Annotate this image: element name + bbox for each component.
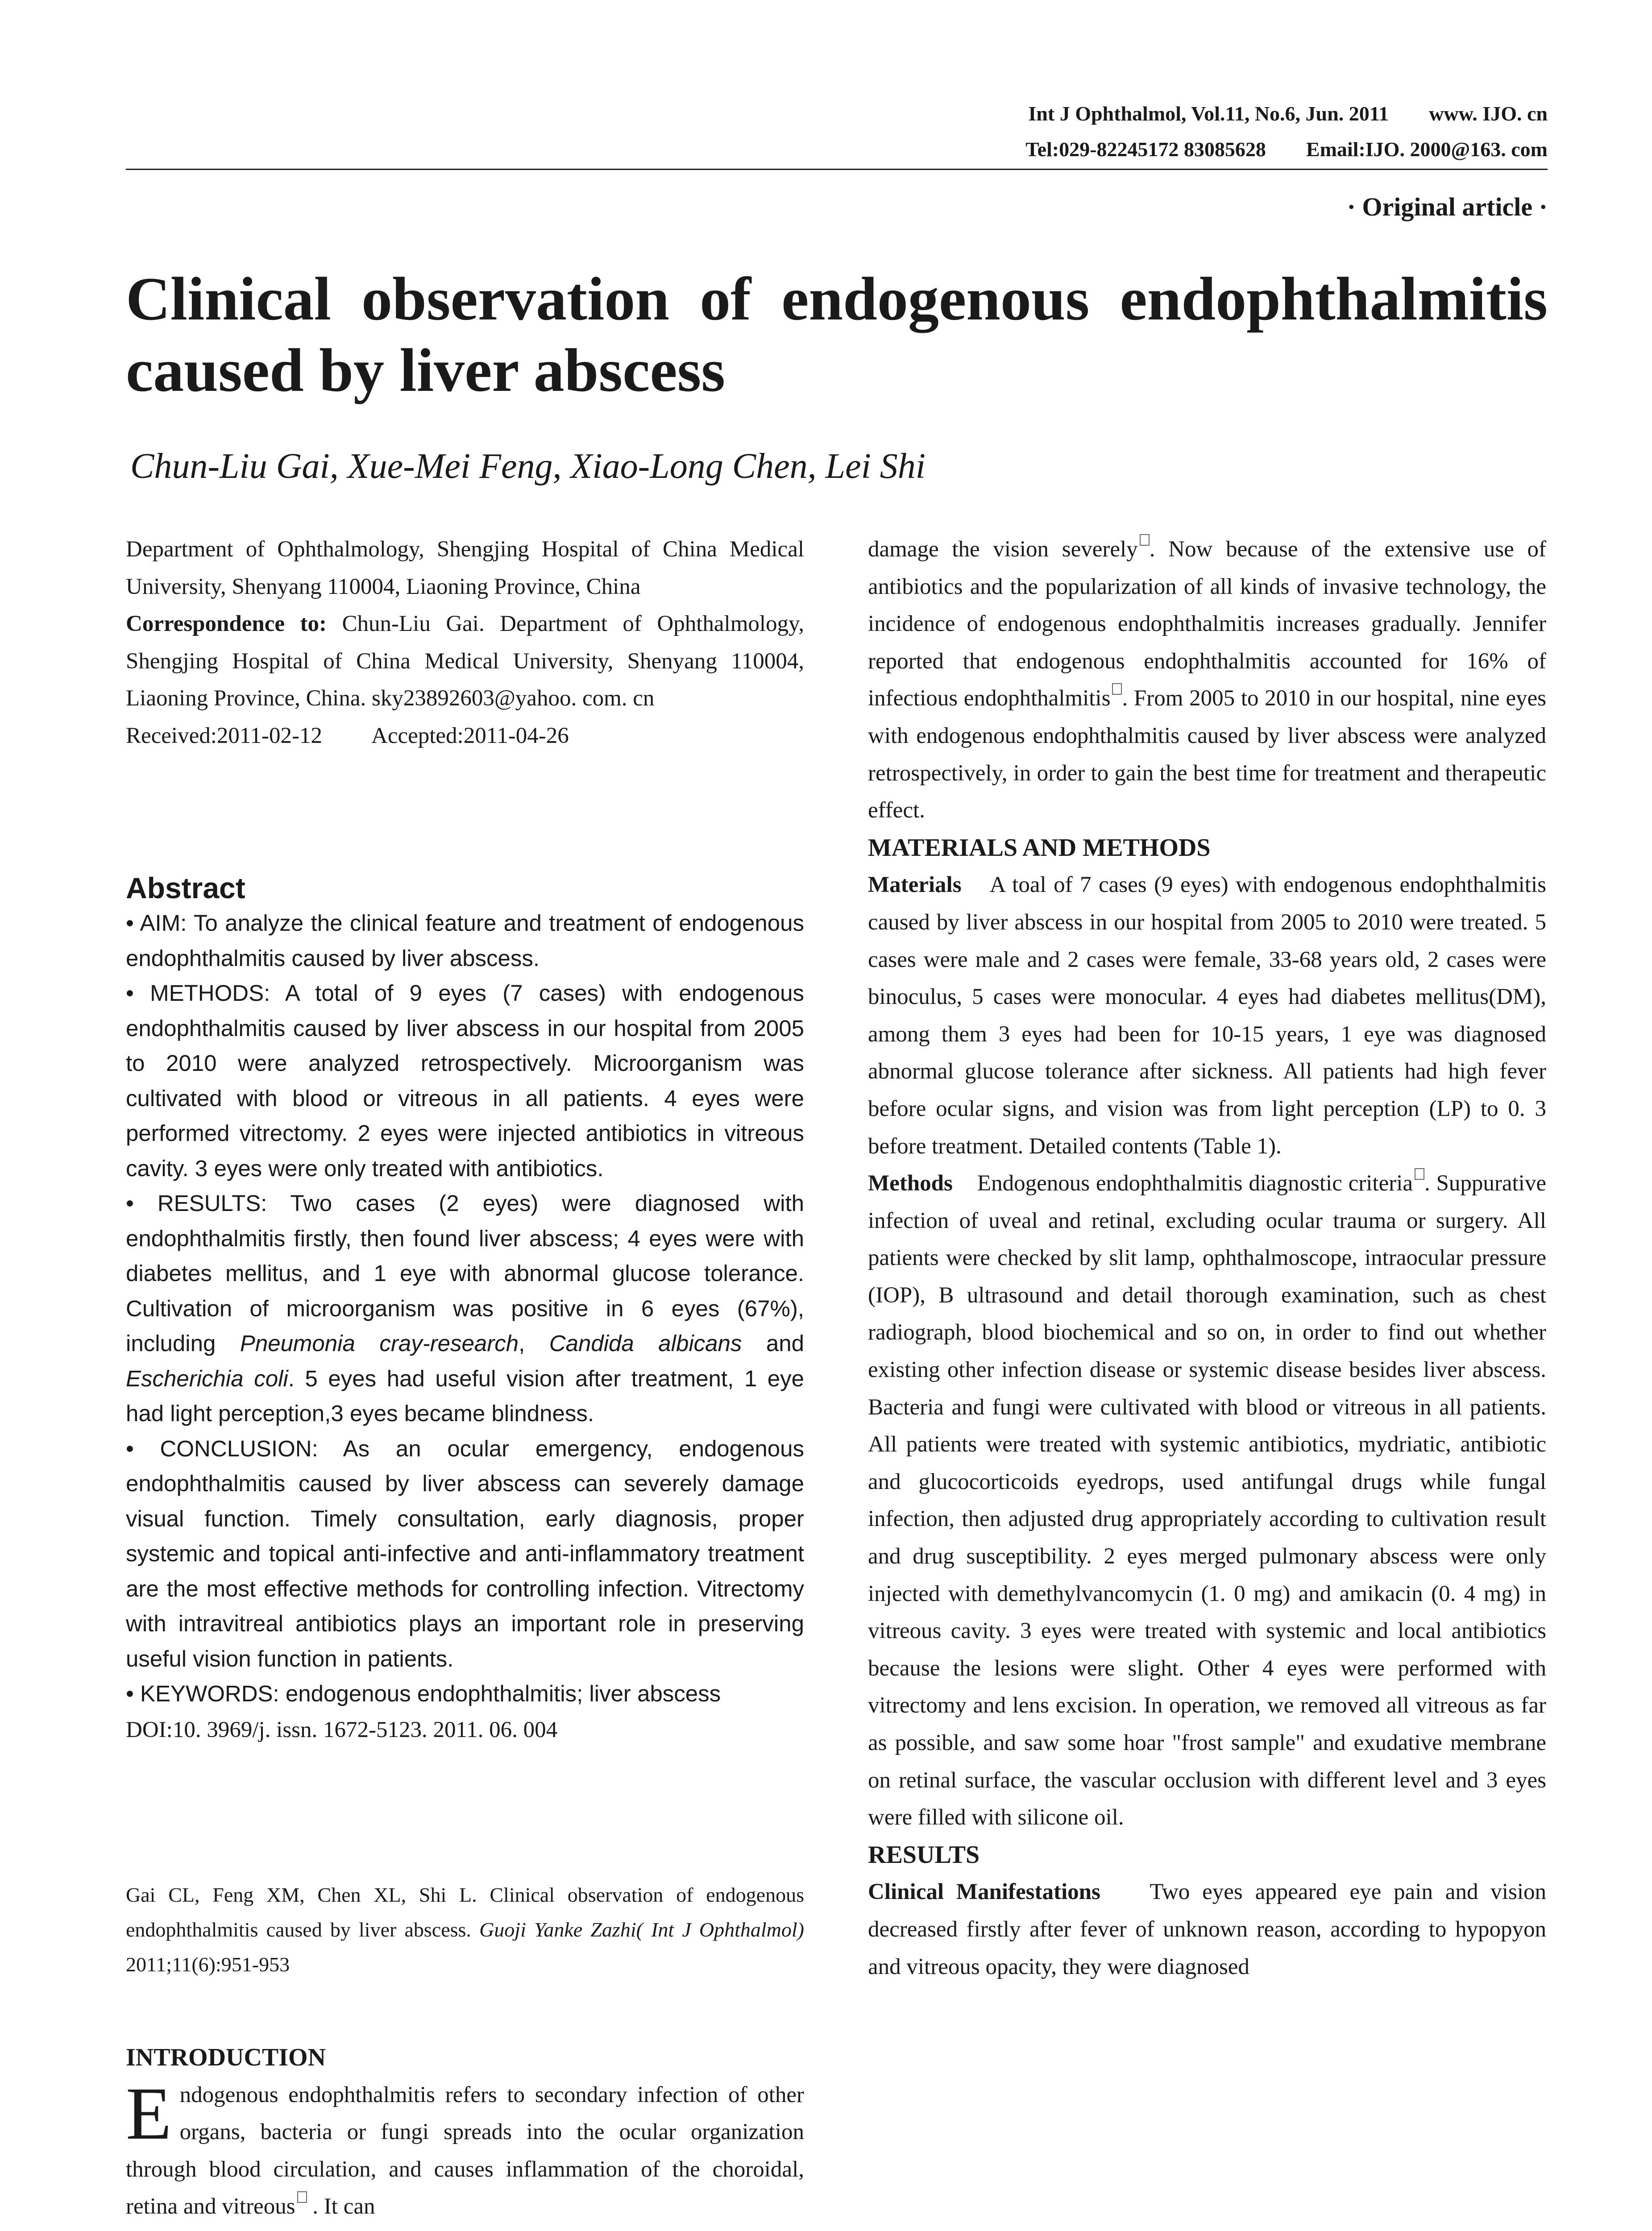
abstract-methods: • METHODS: A total of 9 eyes (7 cases) with endogenous endophthalmitis caused by liver abscess in our hospital from 2005 to 2010 were analyzed retrospectively. Microorganism was cultivated with blood or vitreous in all patients. 4 eyes were performed vitrectomy. 2 eyes were injected antibiotics in vitreous cavity. 3 eyes were only treated with antibiotics. (126, 980, 804, 1181)
clinical-label: Clinical Manifestations (868, 1879, 1100, 1905)
abstract-aim: • AIM: To analyze the clinical feature and treatment of endogenous endophthalmitis caused by liver abscess. (126, 910, 804, 971)
title-word: Clinical (126, 265, 332, 333)
citation-journal: Guoji Yanke Zazhi( Int J Ophthalmol) (479, 1918, 804, 1941)
intro-text: . It can (312, 2194, 375, 2219)
materials-paragraph (868, 867, 1546, 1165)
title-line-2: caused by liver abscess (126, 336, 726, 404)
reference-marker (1415, 1168, 1424, 1180)
results-text: and (742, 1331, 805, 1356)
title-word: endogenous (781, 265, 1090, 333)
materials-label: Materials (868, 872, 962, 898)
journal-info: Int J Ophthalmol, Vol.11, No.6, Jun. 2011 (1028, 102, 1389, 125)
intro-text: . Now because of the extensive use of antibiotics and the popularization of all kinds of invasive technology, the incidence of endogenous endophthalmitis increases gradually. Jennifer reported that endogenous endophthalmitis accounted for 16% of infectious endophthalmitis (868, 537, 1546, 711)
methods-text: . Suppurative infection of uveal and retinal, excluding ocular trauma or surgery. All patients were checked by slit lamp, ophthalmoscope, intraocular pressure (IOP), B ultrasound and detail thorough examination, such as chest radiograph, blood biochemical and so on, in order to find out whether existing other infection disease or systemic disease besides liver abscess. Bacteria and fungi were cultivated with blood or vitreous in all patients. All patients were treated with systemic antibiotics, mydriatic, antibiotic and glucocorticoids eyedrops, used antifungal drugs while fungal infection, then adjusted drug appropriately according to cultivation result and drug susceptibility. 2 eyes merged pulmonary abscess were only injected with demethylvancomycin (1. 0 mg) and amikacin (0. 4 mg) in vitreous cavity. 3 eyes were treated with systemic and local antibiotics because the lesions were slight. Other 4 eyes were performed with vitrectomy and lens excision. In operation, we removed all vitreous as far as possible, and saw some hoar "frost sample" and exudative membrane on retinal surface, the vascular occlusion with different level and 3 eyes were filled with silicone oil. (868, 1171, 1546, 1830)
doi: DOI:10. 3969/j. issn. 1672-5123. 2011. 06. 004 (126, 1717, 558, 1742)
clinical-text: Two eyes appeared eye pain and vision decreased firstly after fever of unknown reason, according to hypopyon and vitreous opacity, they were diagnosed (868, 1879, 1546, 1979)
correspondence-text: Chun-Liu Gai. Department of Ophthalmology, Shengjing Hospital of China Medical University, Shenyang 110004, Liaoning Province, China. sky23892603@yahoo. com. cn (126, 611, 804, 711)
abstract-body (126, 906, 804, 1712)
organism-name: Candida albicans (549, 1331, 742, 1356)
methods-label: Methods (868, 1171, 953, 1196)
introduction-text (126, 2072, 804, 2226)
correspondence-label: Correspondence to: (126, 611, 327, 637)
citation-text: 2011;11(6):951-953 (126, 1953, 290, 1976)
introduction-heading: INTRODUCTION (126, 2044, 326, 2071)
methods-text: Endogenous endophthalmitis diagnostic criteria (977, 1171, 1413, 1196)
introduction-section (126, 2039, 804, 2226)
abstract-section (126, 870, 804, 1749)
materials-text: A toal of 7 cases (9 eyes) with endogenous endophthalmitis caused by liver abscess in our hospital from 2005 to 2010 were treated. 5 cases were male and 2 cases were female, 33-68 years old, 2 cases were binoculus, 5 cases were monocular. 4 eyes had diabetes mellitus(DM), among them 3 eyes had been for 10-15 years, 1 eye was diagnosed abnormal glucose tolerance after sickness. All patients had high fever before ocular signs, and vision was from light perception (LP) to 0. 3 before treatment. Detailed contents (Table 1). (868, 872, 1546, 1159)
abstract-title: Abstract (126, 871, 245, 904)
citation-block (126, 1878, 804, 1982)
abstract-results (126, 1186, 804, 1431)
results-text: • RESULTS: Two cases (2 eyes) were diagnosed with endophthalmitis firstly, then found liver abscess; 4 eyes were with diabetes mellitus, and 1 eye with abnormal glucose tolerance. Cultivation of microorganism was positive in 6 eyes (67%), including (126, 1190, 804, 1356)
author-list: Chun-Liu Gai, Xue-Mei Feng, Xiao-Long Chen, Lei Shi (130, 447, 926, 486)
drop-cap: E (126, 2072, 172, 2155)
accepted-date: Accepted:2011-04-26 (371, 723, 569, 748)
reference-marker (1140, 534, 1150, 546)
intro-text: . From 2005 to 2010 in our hospital, nine eyes with endogenous endophthalmitis caused by liver abscess were analyzed retrospectively, in order to gain the best time for treatment and therapeutic effect. (868, 686, 1546, 823)
title-word: endophthalmitis (1120, 265, 1548, 333)
correspondence (126, 605, 804, 717)
title-word: of (700, 265, 751, 333)
received-date: Received:2011-02-12 (126, 723, 322, 748)
article-title (126, 263, 1548, 406)
abstract-keywords: • KEYWORDS: endogenous endophthalmitis; liver abscess (126, 1681, 721, 1706)
organism-name: Pneumonia cray-research (240, 1331, 519, 1356)
journal-email: Email:IJO. 2000@163. com (1306, 138, 1548, 161)
materials-methods-heading: MATERIALS AND METHODS (868, 834, 1211, 862)
reference-marker (297, 2191, 307, 2203)
methods-paragraph (868, 1165, 1546, 1837)
article-type: · Original article · (1347, 192, 1548, 221)
results-heading: RESULTS (868, 1841, 980, 1869)
citation-text: Gai CL, Feng XM, Chen XL, Shi L. Clinical observation of endogenous endophthalmitis caused by liver abscess. (126, 1883, 804, 1941)
affiliation-block (126, 531, 804, 755)
journal-tel: Tel:029-82245172 83085628 (1025, 138, 1266, 161)
organism-name: Escherichia coli (126, 1365, 288, 1391)
title-word: observation (361, 265, 670, 333)
affiliation: Department of Ophthalmology, Shengjing Hospital of China Medical University, Shenyang 110004, Liaoning Province, China (126, 537, 804, 599)
introduction-continued (868, 531, 1546, 1986)
header-rule (126, 169, 1548, 170)
journal-website: www. IJO. cn (1429, 102, 1548, 125)
clinical-paragraph (868, 1874, 1546, 1986)
dates (126, 717, 804, 755)
journal-header-line2 (1025, 137, 1548, 161)
reference-marker (1112, 683, 1122, 695)
results-text: , (519, 1331, 549, 1356)
intro-continued-text: damage the vision severely . Now because of the extensive use of antibiotics and the popularization of all kinds of invasive technology, the incidence of endogenous endophthalmitis increases gradually. Jennifer reported that endogenous endophthalmitis accounted for 16% of infectious endophthalmitis . From 2005 to 2010 in our hospital, nine eyes with endogenous endophthalmitis caused by liver abscess were analyzed retrospectively, in order to gain the best time for treatment and therapeutic effect. (868, 531, 1546, 829)
journal-header-line1 (1028, 102, 1548, 125)
results-text: . 5 eyes had useful vision after treatment, 1 eye had light perception,3 eyes became blindness. (126, 1365, 804, 1426)
abstract-conclusion: • CONCLUSION: As an ocular emergency, endogenous endophthalmitis caused by liver abscess can severely damage visual function. Timely consultation, early diagnosis, proper systemic and topical anti-infective and anti-inflammatory treatment are the most effective methods for controlling infection. Vitrectomy with intravitreal antibiotics plays an important role in preserving useful vision function in patients. (126, 1435, 804, 1671)
title-line-1 (126, 263, 1548, 335)
intro-text: ndogenous endophthalmitis refers to secondary infection of other organs, bacteria or fungi spreads into the ocular organization through blood circulation, and causes inflammation of the choroidal, retina and vitreous (126, 2082, 804, 2219)
